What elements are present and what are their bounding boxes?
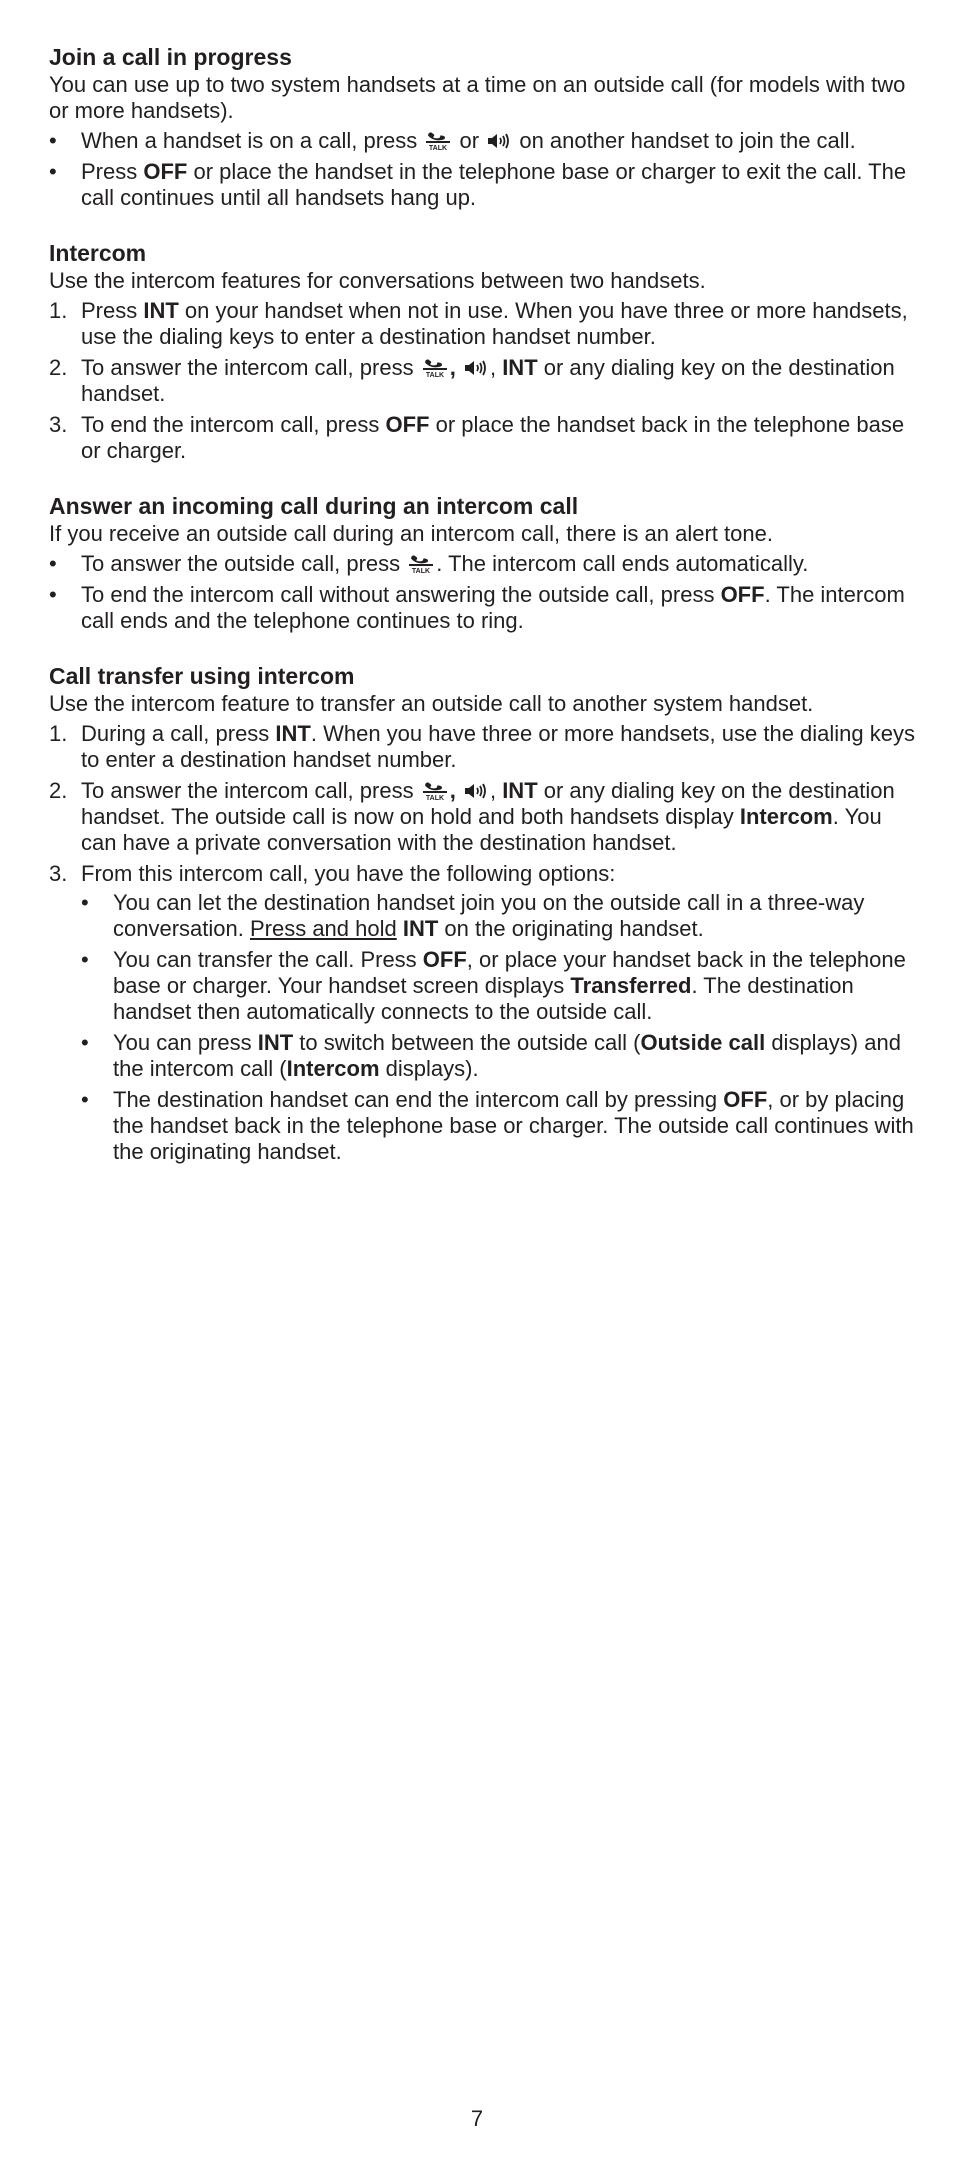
numbered-list	[49, 721, 919, 1165]
section-intro: If you receive an outside call during an intercom call, there is an alert tone.	[49, 521, 773, 546]
list-item: 3. From this intercom call, you have the following options: • You can let the destination handset join you on the outside call in a three-way conversation. Press and hold INT on the originating handset. • You can transfer the call. Press OFF, or place your handset back in the telephone base or charger. Your handset screen displays Transferred. The destination handset then automatically connects to the outside call. • You can press INT to switch between the outside call (Outside call displays) and the intercom call (Intercom displays). • The destination handset can end the intercom call by pressing OFF, or by placing the handset back in the telephone base or charger. The outside call continues with the originating handset.	[49, 861, 919, 1165]
section-call-transfer	[49, 661, 919, 1165]
section-title: Intercom	[49, 240, 147, 266]
talk-key-icon	[424, 129, 452, 151]
list-item: • You can press INT to switch between the outside call (Outside call displays) and the intercom call (Intercom displays).	[81, 1030, 901, 1081]
list-item: • To answer the outside call, press . The intercom call ends automatically.	[49, 551, 809, 576]
bullet-list	[49, 128, 919, 211]
off-key-label: OFF	[143, 159, 188, 184]
section-intercom	[49, 238, 919, 464]
section-intro: Use the intercom features for conversations between two handsets.	[49, 268, 706, 293]
list-item: • You can transfer the call. Press OFF, or place your handset back in the telephone base or charger. Your handset screen displays Transferred. The destination handset then automatically connects to the outside call.	[81, 947, 906, 1024]
section-answer-incoming	[49, 491, 919, 634]
numbered-list	[49, 298, 919, 464]
list-item: • To end the intercom call without answering the outside call, press OFF. The intercom call ends and the telephone continues to ring.	[49, 582, 905, 633]
speaker-key-icon	[463, 781, 489, 801]
section-intro: You can use up to two system handsets at a time on an outside call (for models with two or more handsets).	[49, 72, 906, 123]
list-item: 2. To answer the intercom call, press , , INT or any dialing key on the destination handset.	[49, 355, 895, 406]
manual-page	[49, 42, 919, 1192]
speaker-key-icon	[486, 131, 512, 151]
talk-key-icon	[421, 356, 449, 378]
section-title: Answer an incoming call during an intercom call	[49, 493, 579, 519]
section-title: Join a call in progress	[49, 44, 292, 70]
list-item: • You can let the destination handset join you on the outside call in a three-way conversation. Press and hold INT on the originating handset.	[81, 890, 865, 941]
list-item: 1. Press INT on your handset when not in use. When you have three or more handsets, use the dialing keys to enter a destination handset number.	[49, 298, 908, 349]
talk-key-icon	[407, 552, 435, 574]
list-item: 3. To end the intercom call, press OFF or place the handset back in the telephone base or charger.	[49, 412, 905, 463]
list-item: • The destination handset can end the intercom call by pressing OFF, or by placing the handset back in the telephone base or charger. The outside call continues with the originating handset.	[81, 1087, 914, 1164]
list-item: • When a handset is on a call, press or on another handset to join the call.	[49, 128, 856, 153]
bullet-marker: •	[49, 128, 57, 153]
option-list	[81, 890, 919, 1165]
section-join-call	[49, 42, 919, 211]
section-intro: Use the intercom feature to transfer an outside call to another system handset.	[49, 691, 814, 716]
list-item: • Press OFF or place the handset in the telephone base or charger to exit the call. The call continues until all handsets hang up.	[49, 159, 907, 210]
bullet-list	[49, 551, 919, 634]
bullet-marker: •	[49, 159, 57, 184]
list-item: 1. During a call, press INT. When you have three or more handsets, use the dialing keys to enter a destination handset number.	[49, 721, 915, 772]
speaker-key-icon	[463, 358, 489, 378]
list-item: 2. To answer the intercom call, press , , INT or any dialing key on the destination handset. The outside call is now on hold and both handsets display Intercom. You can have a private conversation with the destination handset.	[49, 778, 895, 855]
page-number: 7	[470, 2106, 484, 2131]
section-title: Call transfer using intercom	[49, 663, 355, 689]
talk-key-icon	[421, 779, 449, 801]
